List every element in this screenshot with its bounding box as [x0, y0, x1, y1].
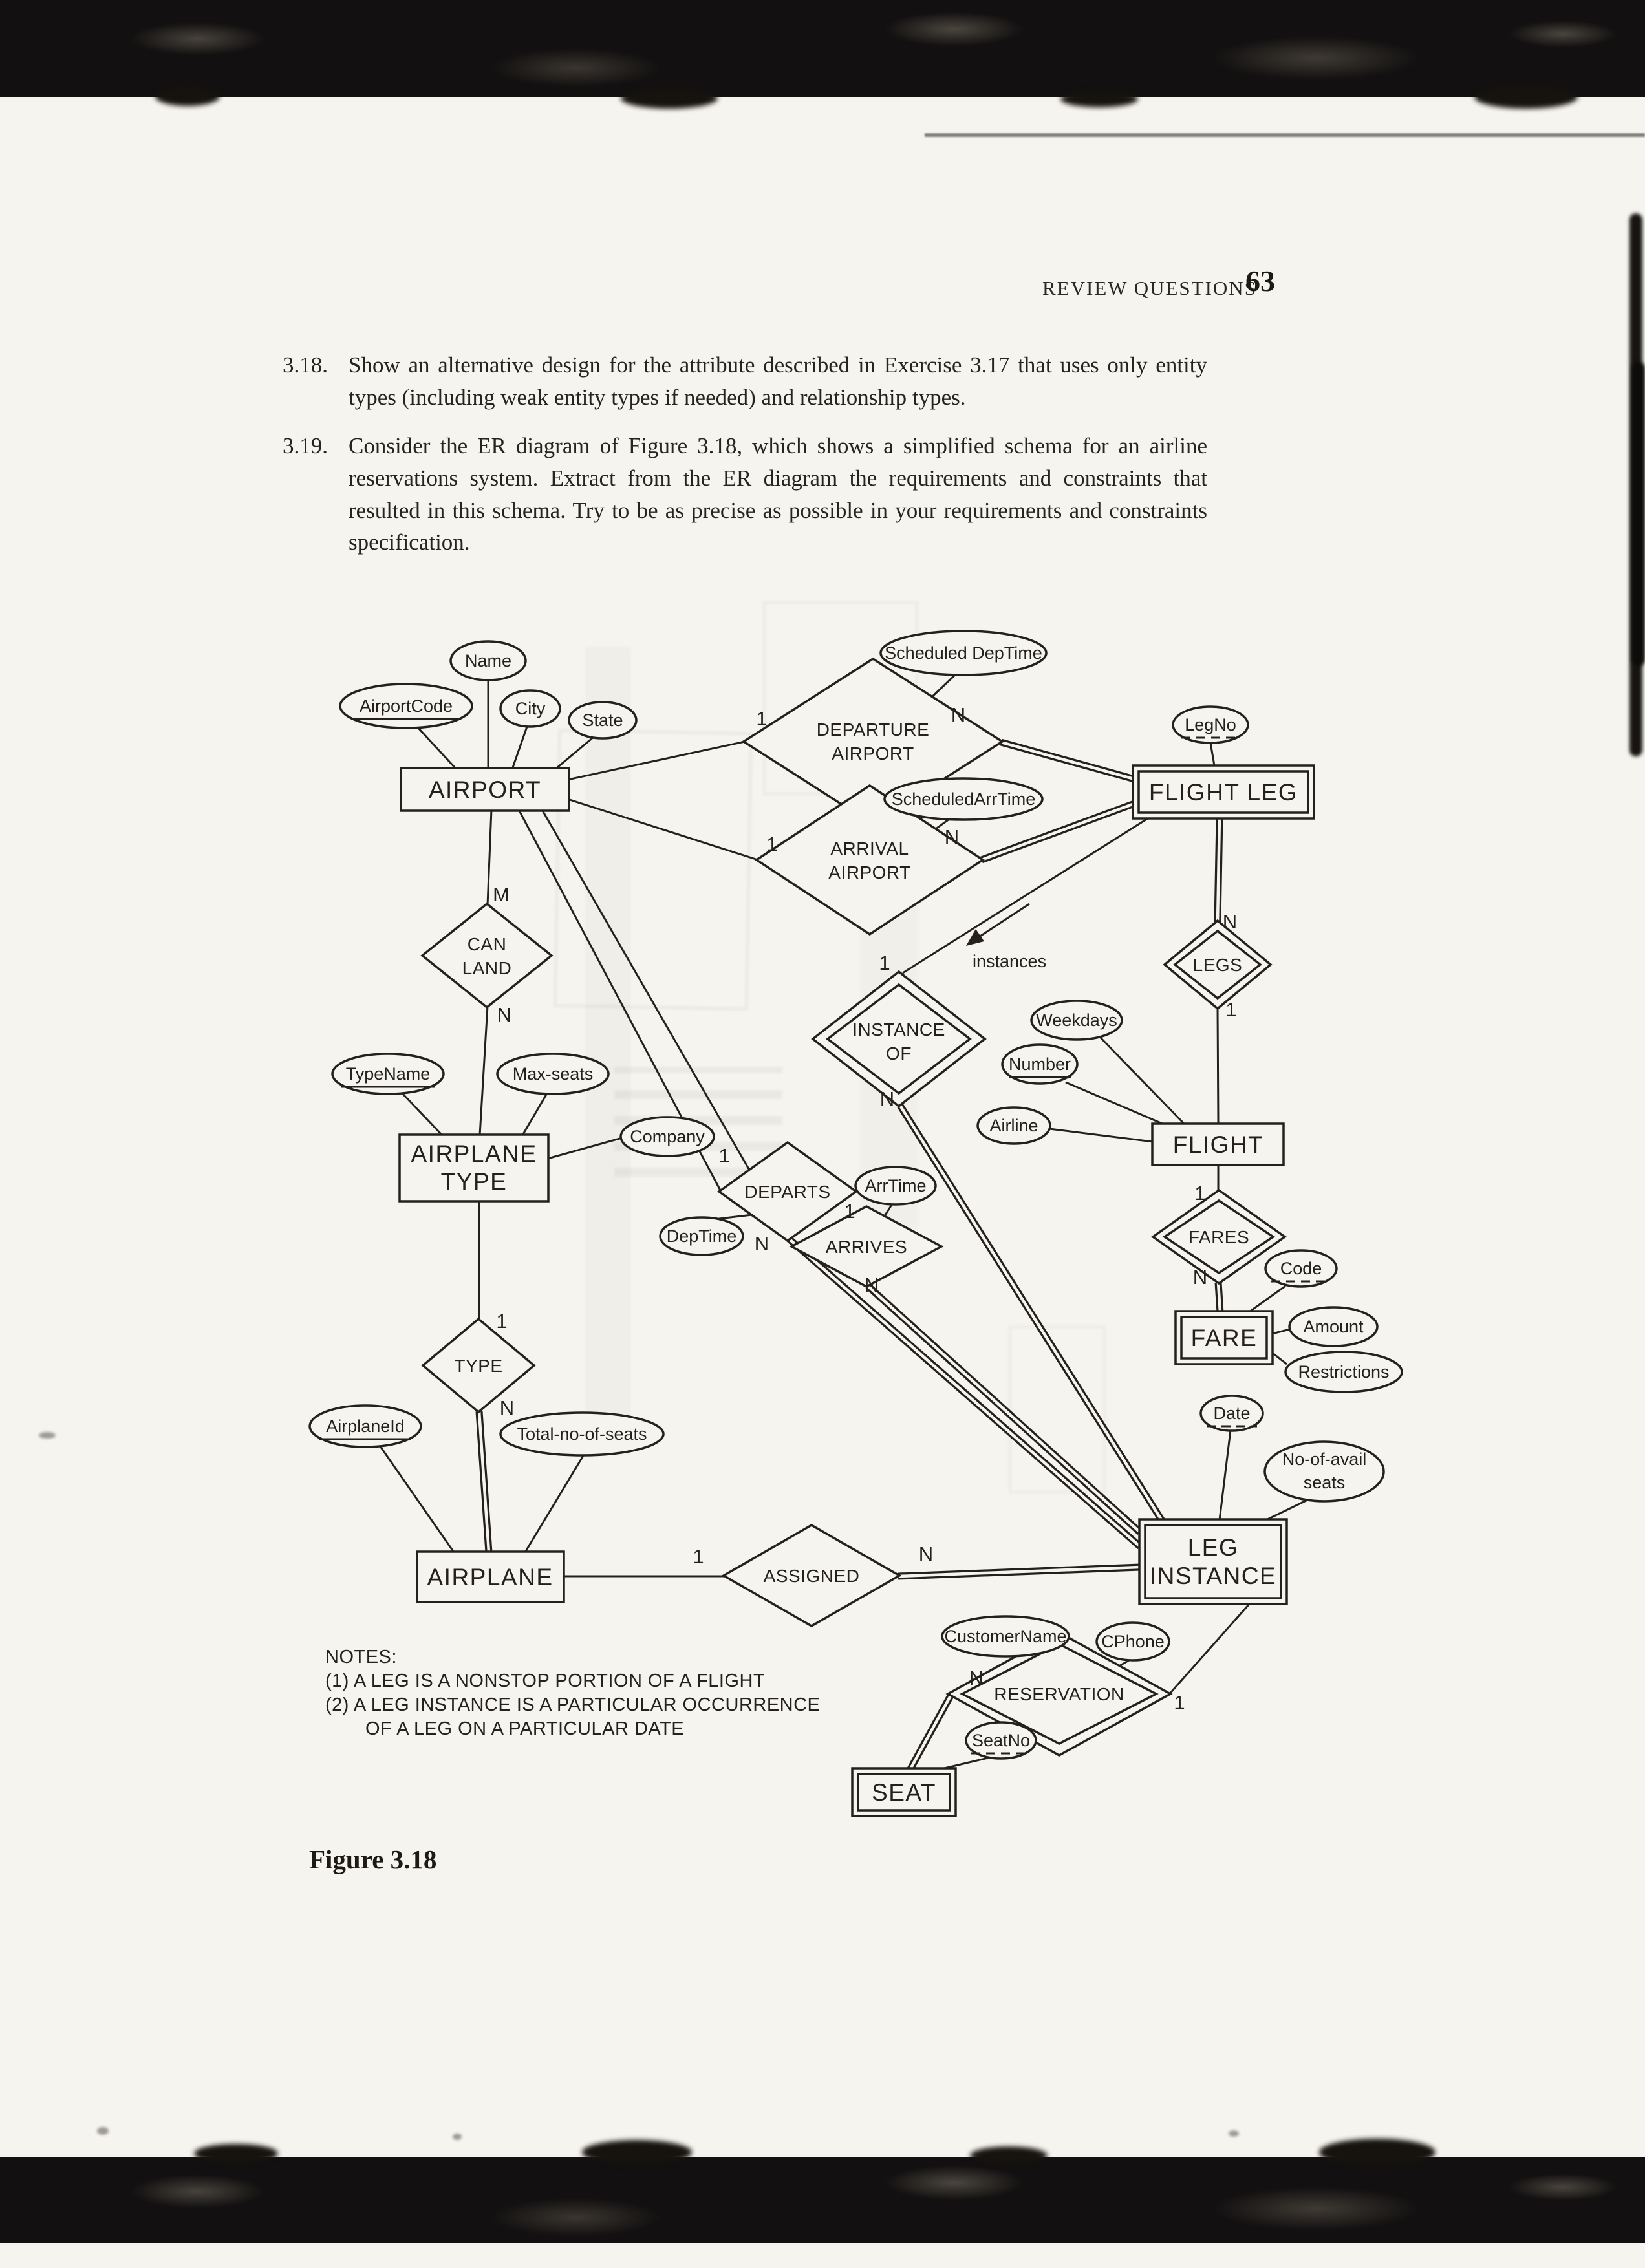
diagram-notes: [325, 1645, 820, 1741]
question-number: 3.18.: [283, 352, 328, 378]
cardinality-departs-n: N: [754, 1232, 769, 1255]
attribute-seatno-label: SeatNo: [971, 1731, 1031, 1750]
cardinality-arrives-1: 1: [844, 1200, 855, 1223]
relationship-type-label: TYPE: [454, 1356, 503, 1376]
cardinality-instanceof-1: 1: [879, 952, 890, 974]
cardinality-fares-n: N: [1192, 1266, 1208, 1289]
entity-airplane-label: AIRPLANE: [427, 1564, 554, 1590]
attribute-typename-label: TypeName: [345, 1064, 431, 1084]
relationship-reservation-label: RESERVATION: [994, 1684, 1124, 1704]
attribute-date-label: Date: [1213, 1404, 1251, 1423]
relationship-legs-label: LEGS: [1192, 955, 1243, 975]
entity-leg-instance-label-1: LEG: [1187, 1534, 1239, 1561]
attribute-amount-label: Amount: [1303, 1317, 1364, 1336]
attribute-weekdays-label: Weekdays: [1036, 1011, 1117, 1030]
attribute-no-of-avail-label-2: seats: [1303, 1473, 1346, 1492]
attribute-arrtime-label: ArrTime: [865, 1176, 927, 1195]
question-text: Consider the ER diagram of Figure 3.18, which shows a simplified schema for an airline reservations system. Extract from the ER diagram the requirements and constraints that resulted in this schema. Try to be as precise as possible in your requirements and constraints specification.: [349, 433, 1207, 555]
cardinality-reservation-1: 1: [1174, 1691, 1185, 1714]
page-number: 63: [1245, 264, 1275, 297]
attribute-restrictions-label: Restrictions: [1298, 1362, 1390, 1382]
attribute-cphone-label: CPhone: [1101, 1632, 1165, 1651]
cardinality-canland-m: M: [493, 883, 510, 906]
relationship-can-land-label-2: LAND: [462, 958, 512, 978]
cardinality-departure-flightleg-n: N: [951, 703, 966, 726]
attribute-airportcode-label: AirportCode: [359, 696, 453, 716]
relationship-instance-of-label-2: OF: [886, 1043, 912, 1064]
question-number: 3.19.: [283, 433, 328, 459]
cardinality-canland-n: N: [497, 1003, 512, 1026]
entity-flight-label: FLIGHT: [1172, 1131, 1264, 1158]
cardinality-arrival-flightleg-n: N: [944, 826, 960, 848]
relationship-can-land-shape: [422, 904, 552, 1007]
attribute-airline-label: Airline: [989, 1116, 1038, 1135]
cardinality-fares-1: 1: [1194, 1182, 1206, 1204]
attribute-company-label: Company: [630, 1127, 705, 1146]
entity-airport-label: AIRPORT: [428, 776, 542, 803]
attribute-legno-label: LegNo: [1185, 715, 1236, 734]
notes-line-3: OF A LEG ON A PARTICULAR DATE: [365, 1718, 685, 1740]
cardinality-legs-n: N: [1222, 910, 1238, 933]
entity-leg-instance-label-2: INSTANCE: [1149, 1563, 1277, 1589]
instances-annotation-label: instances: [973, 952, 1047, 971]
attribute-number-label: Number: [1008, 1054, 1071, 1074]
attribute-scheduled-arrtime-label: ScheduledArrTime: [891, 789, 1036, 809]
relationship-arrives-label: ARRIVES: [825, 1237, 908, 1257]
cardinality-reservation-n: N: [969, 1667, 984, 1689]
cardinality-assigned-n: N: [918, 1543, 934, 1565]
cardinality-arrival-airport-1: 1: [766, 833, 778, 855]
question-text: Show an alternative design for the attribute described in Exercise 3.17 that uses only entity types (including weak entity types if needed) and relationship types.: [349, 352, 1207, 410]
relationship-arrival-airport-label-2: AIRPORT: [828, 862, 911, 883]
attribute-total-no-of-seats-label: Total-no-of-seats: [517, 1424, 647, 1444]
cardinality-type-1: 1: [496, 1310, 508, 1332]
cardinality-departs-1: 1: [718, 1144, 730, 1167]
attribute-maxseats-label: Max-seats: [512, 1064, 594, 1084]
attribute-airplaneid-label: AirplaneId: [326, 1417, 405, 1436]
relationship-departure-airport-label-2: AIRPORT: [832, 744, 914, 764]
cardinality-instanceof-n: N: [879, 1087, 895, 1110]
instances-arrow: [966, 904, 1029, 946]
relationship-assigned-label: ASSIGNED: [763, 1566, 860, 1586]
running-head: REVIEW QUESTIONS: [1042, 277, 1257, 299]
notes-title: NOTES:: [325, 1647, 397, 1667]
attribute-customername-label: CustomerName: [944, 1627, 1067, 1646]
entity-airplane-type-label-1: AIRPLANE: [411, 1140, 537, 1167]
cardinality-legs-1: 1: [1225, 998, 1237, 1021]
cardinality-assigned-1: 1: [693, 1545, 704, 1568]
relationship-departs-label: DEPARTS: [744, 1182, 831, 1202]
relationship-can-land-label-1: CAN: [467, 934, 507, 954]
relationship-arrival-airport-label-1: ARRIVAL: [830, 839, 909, 859]
attribute-state-label: State: [582, 711, 623, 730]
figure-caption: Figure 3.18: [309, 1845, 437, 1874]
relationship-fares-label: FARES: [1188, 1227, 1250, 1247]
attribute-city-label: City: [515, 699, 546, 718]
entity-seat-label: SEAT: [872, 1779, 936, 1806]
attribute-no-of-avail-label-1: No-of-avail: [1282, 1450, 1367, 1469]
relationship-departure-airport-label-1: DEPARTURE: [816, 720, 930, 740]
entity-fare-label: FARE: [1190, 1325, 1258, 1351]
attribute-name-label: Name: [464, 651, 512, 670]
cardinality-arrives-n: N: [864, 1274, 879, 1296]
attribute-scheduled-deptime-label: Scheduled DepTime: [885, 643, 1042, 663]
cardinality-departure-airport-1: 1: [756, 707, 768, 730]
cardinality-type-n: N: [499, 1396, 515, 1419]
notes-line-1: (1) A LEG IS A NONSTOP PORTION OF A FLIGHT: [325, 1671, 766, 1692]
entity-flight-leg-label: FLIGHT LEG: [1148, 779, 1298, 806]
attribute-deptime-label: DepTime: [666, 1226, 737, 1246]
notes-line-2: (2) A LEG INSTANCE IS A PARTICULAR OCCURRENCE: [325, 1695, 821, 1716]
relationship-instance-of-label-1: INSTANCE: [852, 1020, 945, 1040]
attribute-code-label: Code: [1280, 1259, 1322, 1278]
entity-airplane-type-label-2: TYPE: [440, 1168, 508, 1195]
